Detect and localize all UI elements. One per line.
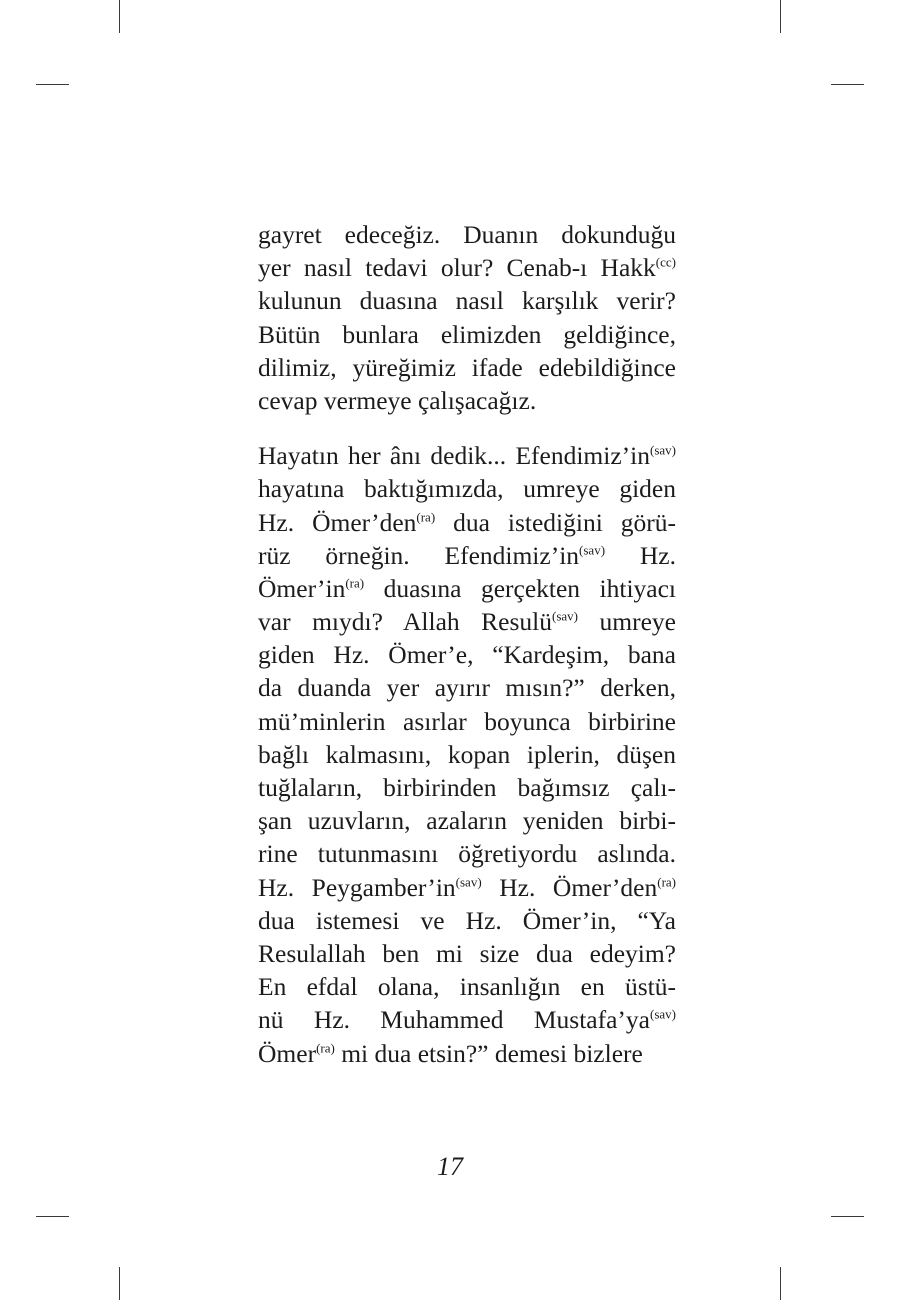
line-text: dua istemesi ve Hz. Ömer’in, “Ya	[258, 905, 676, 935]
text-line	[258, 351, 676, 384]
body-text	[258, 218, 676, 1070]
text-line	[258, 318, 676, 351]
text-line	[258, 472, 676, 505]
text-line	[258, 871, 676, 904]
text-line	[258, 1037, 676, 1070]
honorific-superscript: (sav)	[650, 442, 676, 458]
line-text: mü’minlerin asırlar boyunca birbirine	[258, 706, 676, 736]
text-line	[258, 671, 676, 704]
honorific-superscript: (sav)	[552, 608, 579, 624]
paragraph	[258, 218, 676, 417]
crop-mark-bottom-right-vertical	[780, 1267, 781, 1300]
line-text: rine tutunmasını öğretiyordu aslında.	[258, 839, 676, 869]
crop-mark-bottom-left-horizontal	[36, 1216, 69, 1217]
line-text: nü Hz. Muhammed Mustafa’ya	[258, 1005, 650, 1035]
line-text: Bütün bunlara elimizden geldiğince,	[258, 319, 676, 349]
text-line	[258, 1003, 676, 1036]
line-text: Hz.	[605, 540, 676, 570]
line-text: Hayatın her ânı dedik... Efendimiz’in	[258, 441, 650, 471]
honorific-superscript: (sav)	[455, 873, 482, 889]
line-text: Hz. Ömer’den	[258, 507, 417, 537]
paragraph-gap	[258, 417, 676, 439]
line-text: rüz örneğin. Efendimiz’in	[258, 540, 580, 570]
honorific-superscript: (cc)	[655, 254, 676, 270]
line-text: dua istediğini görü-	[435, 507, 676, 537]
line-text: kulunun duasına nasıl karşılık verir?	[258, 286, 676, 316]
text-line	[258, 251, 676, 284]
text-line	[258, 970, 676, 1003]
line-text: En efdal olana, insanlığın en üstü-	[258, 972, 676, 1002]
text-line	[258, 904, 676, 937]
line-text: giden Hz. Ömer’e, “Kardeşim, bana	[258, 640, 676, 670]
text-line	[258, 804, 676, 837]
crop-mark-top-left-vertical	[119, 0, 120, 33]
text-line	[258, 705, 676, 738]
honorific-superscript: (ra)	[416, 508, 436, 524]
honorific-superscript: (ra)	[345, 575, 365, 591]
honorific-superscript: (sav)	[650, 1006, 676, 1022]
line-text: bağlı kalmasını, kopan iplerin, düşen	[258, 739, 676, 769]
crop-mark-bottom-left-vertical	[119, 1267, 120, 1300]
honorific-superscript: (ra)	[657, 873, 676, 889]
line-text: Hz. Peygamber’in	[258, 872, 456, 902]
line-text: yer nasıl tedavi olur? Cenab-ı Hakk	[258, 253, 656, 283]
line-text: hayatına baktığımızda, umreye giden	[258, 474, 676, 504]
line-text: duasına gerçekten ihtiyacı	[364, 573, 676, 603]
line-text: Ömer’in	[258, 573, 346, 603]
crop-mark-bottom-right-horizontal	[831, 1216, 864, 1217]
text-line	[258, 937, 676, 970]
text-line	[258, 284, 676, 317]
line-text: Resulallah ben mi size dua edeyim?	[258, 938, 676, 968]
text-line	[258, 384, 676, 417]
text-line	[258, 605, 676, 638]
line-text: dilimiz, yüreğimiz ifade edebildiğince	[258, 352, 676, 382]
paragraph	[258, 439, 676, 1070]
text-line	[258, 439, 676, 472]
line-text: var mıydı? Allah Resulü	[258, 607, 553, 637]
line-text: şan uzuvların, azaların yeniden birbi-	[258, 806, 676, 836]
crop-mark-top-left-horizontal	[36, 84, 69, 85]
text-line	[258, 572, 676, 605]
text-line	[258, 218, 676, 251]
honorific-superscript: (ra)	[316, 1039, 335, 1055]
text-line	[258, 506, 676, 539]
line-text: cevap vermeye çalışacağız.	[258, 385, 537, 415]
text-line	[258, 539, 676, 572]
text-line	[258, 738, 676, 771]
line-text: mi dua etsin?” demesi bizlere	[334, 1038, 643, 1068]
line-text: tuğlaların, birbirinden bağımsız çalı-	[258, 773, 676, 802]
line-text: Ömer	[258, 1038, 317, 1068]
line-text: umreye	[578, 607, 676, 637]
crop-mark-top-right-horizontal	[831, 84, 864, 85]
page-number: 17	[437, 1152, 463, 1181]
honorific-superscript: (sav)	[579, 541, 606, 557]
text-line	[258, 837, 676, 870]
text-line	[258, 771, 676, 804]
text-line	[258, 638, 676, 671]
crop-mark-top-right-vertical	[780, 0, 781, 33]
line-text: gayret edeceğiz. Duanın dokunduğu	[258, 220, 676, 249]
line-text: Hz. Ömer’den	[481, 872, 658, 902]
line-text: da duanda yer ayırır mısın?” derken,	[258, 673, 676, 703]
